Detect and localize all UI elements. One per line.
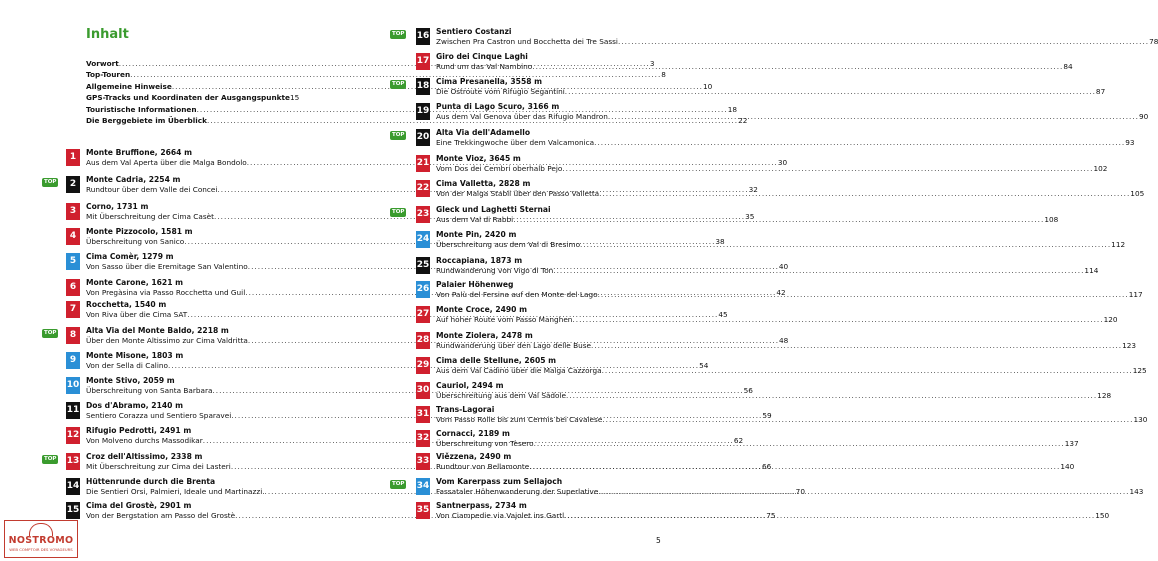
tour-number-badge: 6 [66, 279, 80, 296]
leader-dots [599, 189, 1130, 199]
tour-page: 143 [1129, 487, 1144, 496]
tour-subtitle: Rundwanderung von Vigo di Ton [436, 266, 554, 275]
intro-page: 8 [661, 70, 666, 80]
tour-title: Vom Karerpass zum Sellajoch [436, 477, 563, 486]
tour-page: 62 [733, 436, 744, 445]
nostromo-logo [4, 520, 78, 558]
tour-entry[interactable] [414, 52, 1073, 76]
tour-title: Monte Stivo, 2059 m [86, 376, 175, 385]
intro-label: Touristische Informationen [86, 104, 197, 114]
tour-number-badge: 19 [416, 103, 430, 120]
leader-dots [564, 511, 1095, 521]
leader-dots [562, 164, 1093, 174]
tour-title: Alta Via del Monte Baldo, 2218 m [86, 326, 229, 335]
tour-number-badge: 30 [416, 382, 430, 399]
tour-page: 32 [748, 185, 758, 194]
top-badge: TOP [392, 81, 405, 87]
tour-subtitle: Von Palù del Fersina auf den Monte del Lago [436, 290, 598, 299]
tour-subtitle: Eine Trekkingwoche über dem Valcamonica [436, 138, 595, 147]
tour-number-badge: 29 [416, 357, 430, 374]
tour-title: Dos d'Abramo, 2140 m [86, 401, 183, 410]
tour-subtitle: Von der Malga Stabli über den Passo Valletta [436, 189, 600, 198]
tour-subtitle: Von Ciampedie via Vajolet ins Gartl [436, 511, 565, 520]
top-badge: TOP [392, 209, 405, 215]
tour-title: Corno, 1731 m [86, 202, 149, 211]
tour-number-badge: 14 [66, 478, 80, 495]
leader-dots [534, 439, 1065, 449]
tour-page: 123 [1122, 341, 1137, 350]
tour-page: 140 [1060, 462, 1075, 471]
tour-number-badge: 26 [416, 281, 430, 298]
tour-number-badge: 1 [66, 149, 80, 166]
tour-subtitle: Von Pregàsina via Passo Rocchetta und Guil [86, 288, 246, 297]
page-title: Inhalt [86, 27, 129, 42]
tour-page: 84 [1063, 62, 1073, 71]
tour-number-badge: 7 [66, 301, 80, 318]
tour-number-badge: 25 [416, 257, 430, 274]
tour-page: 102 [1093, 164, 1108, 173]
leader-dots [618, 37, 1149, 47]
intro-page: 10 [702, 81, 713, 91]
tour-title: Cima Comèr, 1279 m [86, 252, 174, 261]
tour-title: Gleck und Laghetti Sternai [436, 205, 551, 214]
top-badge: TOP [44, 330, 57, 336]
tour-title: Roccapiana, 1873 m [436, 256, 523, 265]
intro-page: 18 [727, 104, 737, 114]
tour-subtitle: Aus dem Val di Rabbi [436, 215, 514, 224]
tour-title: Monte Carone, 1621 m [86, 278, 184, 287]
tour-title: Monte Pizzocolo, 1581 m [86, 227, 193, 236]
tour-subtitle: Von der Bergstation am Passo del Grostè [86, 511, 236, 520]
leader-dots [608, 112, 1139, 122]
tour-subtitle: Rundtour über dem Valle dei Concei [86, 185, 218, 194]
tour-subtitle: Überschreitung von Santa Barbara [86, 386, 213, 395]
tour-title: Trans-Lagorai [436, 405, 495, 414]
leader-dots [598, 290, 1129, 300]
top-badge: TOP [392, 31, 405, 37]
tour-number-badge: 5 [66, 253, 80, 270]
top-badge: TOP [44, 179, 57, 185]
tour-number-badge: 35 [416, 502, 430, 519]
tour-number-badge: 4 [66, 228, 80, 245]
intro-label: GPS-Tracks und Koordinaten der Ausgangspunkte [86, 93, 290, 103]
tour-number-badge: 32 [416, 430, 430, 447]
tour-subtitle: Aus dem Val Genova über das Rifugio Mandron [436, 112, 608, 121]
tour-number-badge: 2 [66, 176, 80, 193]
leader-dots [566, 391, 1097, 401]
tour-entry[interactable] [392, 128, 1135, 152]
intro-page: 22 [738, 115, 748, 125]
tour-subtitle: Überschreitung von Tèsero [436, 439, 534, 448]
tour-subtitle: Über den Monte Altissimo zur Cima Valdritta [86, 336, 248, 345]
tour-page: 48 [779, 336, 789, 345]
tour-page: 125 [1132, 366, 1147, 375]
leader-dots [580, 240, 1111, 250]
tour-page: 137 [1064, 439, 1079, 448]
tour-subtitle: Sentiero Corazza und Sentiero Sparavei [86, 411, 232, 420]
tour-page: 120 [1103, 315, 1118, 324]
leader-dots [594, 138, 1125, 148]
tour-page: 54 [699, 361, 709, 370]
tour-page: 70 [795, 487, 805, 496]
tour-page: 108 [1044, 215, 1059, 224]
tour-title: Giro dei Cinque Laghi [436, 52, 528, 61]
tour-page: 59 [762, 411, 772, 420]
intro-row[interactable] [86, 69, 666, 80]
leader-dots [553, 266, 1084, 276]
tour-title: Monte Misone, 1803 m [86, 351, 184, 360]
intro-label: Vorwort [86, 59, 119, 68]
tour-title: Punta di Lago Scuro, 3166 m [436, 102, 560, 111]
tour-subtitle: Vom Dos dei Cembri oberhalb Pejo [436, 164, 563, 173]
tour-page: 90 [1138, 112, 1149, 121]
tour-title: Rocchetta, 1540 m [86, 300, 167, 309]
intro-page: 3 [649, 59, 655, 68]
tour-page: 128 [1097, 391, 1112, 400]
tour-page: 130 [1133, 415, 1148, 424]
tour-subtitle: Überschreitung aus dem Val Sàdole [436, 391, 567, 400]
leader-dots [572, 315, 1103, 325]
leader-dots [591, 341, 1122, 351]
intro-row[interactable] [86, 92, 300, 103]
logo-subtitle: WEB COMPTOIR DES VOYAGEURS [9, 547, 73, 552]
tour-title: Monte Cadria, 2254 m [86, 175, 181, 184]
top-badge: TOP [44, 456, 57, 462]
tour-page: 75 [766, 511, 776, 520]
leader-dots [565, 87, 1096, 97]
tour-title: Viězzena, 2490 m [436, 452, 512, 461]
tour-title: Hüttenrunde durch die Brenta [86, 477, 216, 486]
tour-title: Cima delle Stellune, 2605 m [436, 356, 557, 365]
tour-page: 93 [1125, 138, 1135, 147]
tour-number-badge: 20 [416, 129, 430, 146]
tour-subtitle: Von Sasso über die Eremitage San Valentino [86, 262, 248, 271]
tour-title: Monte Pin, 2420 m [436, 230, 517, 239]
tour-page: 56 [743, 386, 753, 395]
tour-title: Monte Croce, 2490 m [436, 305, 528, 314]
intro-label: Die Berggebiete im Überblick [86, 115, 207, 125]
tour-page: 87 [1095, 87, 1106, 96]
leader-dots [513, 215, 1044, 225]
tour-number-badge: 21 [416, 155, 430, 172]
tour-subtitle: Mit Überschreitung der Cima Casèt [86, 212, 215, 221]
tour-number-badge: 23 [416, 206, 430, 223]
tour-subtitle: Überschreitung aus dem Val di Bresimo [436, 240, 581, 249]
tour-number-badge: 3 [66, 203, 80, 220]
tour-page: 35 [745, 212, 755, 221]
tour-subtitle: Aus dem Val Cadino über die Malga Cazzorga [436, 366, 602, 375]
tour-title: Monte Bruffione, 2664 m [86, 148, 193, 157]
tour-page: 105 [1130, 189, 1145, 198]
tour-title: Sentiero Costanzi [436, 27, 512, 36]
tour-page: 78 [1149, 37, 1158, 46]
tour-subtitle: Fassataler Höhenwanderung der Superlative [436, 487, 599, 496]
tour-number-badge: 28 [416, 332, 430, 349]
tour-subtitle: Zwischen Pra Castron und Bocchetta dei Tre Sassi [436, 37, 618, 46]
tour-number-badge: 8 [66, 327, 80, 344]
intro-label: Top-Touren [86, 70, 131, 80]
tour-subtitle: Rundtour von Bellamonte [436, 462, 530, 471]
tour-subtitle: Von der Sella di Calino [86, 361, 168, 370]
leader-dots [598, 487, 1129, 497]
leader-dots [529, 462, 1060, 472]
tour-page: 114 [1084, 266, 1099, 275]
tour-number-badge: 33 [416, 453, 430, 470]
page-number: 5 [656, 536, 661, 545]
tour-page: 66 [761, 462, 772, 471]
tour-page: 112 [1111, 240, 1126, 249]
tour-page: 150 [1095, 511, 1110, 520]
tour-subtitle: Vom Passo Rolle bis zum Cermis bei Cavalese [436, 415, 603, 424]
tour-title: Palaier Höhenweg [436, 280, 514, 289]
leader-dots [602, 366, 1133, 376]
tour-page: 42 [776, 288, 786, 297]
tour-number-badge: 12 [66, 427, 80, 444]
intro-page: 15 [289, 93, 300, 103]
tour-title: Santnerpass, 2734 m [436, 501, 527, 510]
tour-number-badge: 31 [416, 406, 430, 423]
tour-title: Cima Valletta, 2828 m [436, 179, 531, 188]
top-badge: TOP [392, 132, 405, 138]
tour-subtitle: Die Sentieri Orsi, Palmieri, Ideale und Martinazzi. [86, 487, 265, 496]
tour-subtitle: Von Riva über die Cima SAT [86, 310, 188, 319]
tour-number-badge: 22 [416, 180, 430, 197]
leader-dots [532, 62, 1063, 72]
tour-subtitle: Überschreitung von Sanico [86, 237, 185, 246]
tour-page: 117 [1128, 290, 1143, 299]
tour-entry[interactable] [392, 27, 1158, 51]
tour-subtitle: Die Ostroute vom Rifugio Segantini [436, 87, 565, 96]
tour-number-badge: 11 [66, 402, 80, 419]
tour-title: Monte Vioz, 3645 m [436, 154, 521, 163]
intro-label: Allgemeine Hinweise [86, 81, 172, 91]
tour-title: Cima del Grostè, 2901 m [86, 501, 192, 510]
tour-number-badge: 34 [416, 478, 430, 495]
tour-title: Cornacci, 2189 m [436, 429, 510, 438]
tour-page: 30 [777, 158, 788, 167]
tour-number-badge: 16 [416, 28, 430, 45]
tour-title: Alta Via dell'Adamello [436, 128, 531, 137]
tour-subtitle: Auf hoher Route vom Passo Manghen [436, 315, 573, 324]
tour-number-badge: 17 [416, 53, 430, 70]
tour-title: Rifugio Pedrotti, 2491 m [86, 426, 192, 435]
tour-number-badge: 18 [416, 78, 430, 95]
tour-number-badge: 10 [66, 377, 80, 394]
tour-title: Croz dell'Altissimo, 2338 m [86, 452, 203, 461]
tour-number-badge: 15 [66, 502, 80, 519]
tour-title: Monte Ziolera, 2478 m [436, 331, 533, 340]
leader-dots [602, 415, 1133, 425]
tour-subtitle: Aus dem Val Aperta über die Malga Bondolo [86, 158, 247, 167]
tour-page: 38 [715, 237, 725, 246]
tour-page: 45 [718, 310, 728, 319]
tour-title: Cima Presanella, 3558 m [436, 77, 543, 86]
tour-number-badge: 24 [416, 231, 430, 248]
tour-page: 40 [778, 262, 789, 271]
tour-title: Cauriol, 2494 m [436, 381, 504, 390]
tour-number-badge: 27 [416, 306, 430, 323]
tour-subtitle: Von Molveno durchs Massodikar [86, 436, 203, 445]
tour-subtitle: Rund um das Val Nambino [436, 62, 533, 71]
logo-wordmark: NOSTROMO [8, 535, 74, 546]
tour-subtitle: Mit Überschreitung zur Cima dei Lasteri [86, 462, 231, 471]
top-badge: TOP [392, 481, 405, 487]
tour-number-badge: 13 [66, 453, 80, 470]
tour-number-badge: 9 [66, 352, 80, 369]
tour-subtitle: Rundwanderung über den Lago delle Buse [436, 341, 591, 350]
